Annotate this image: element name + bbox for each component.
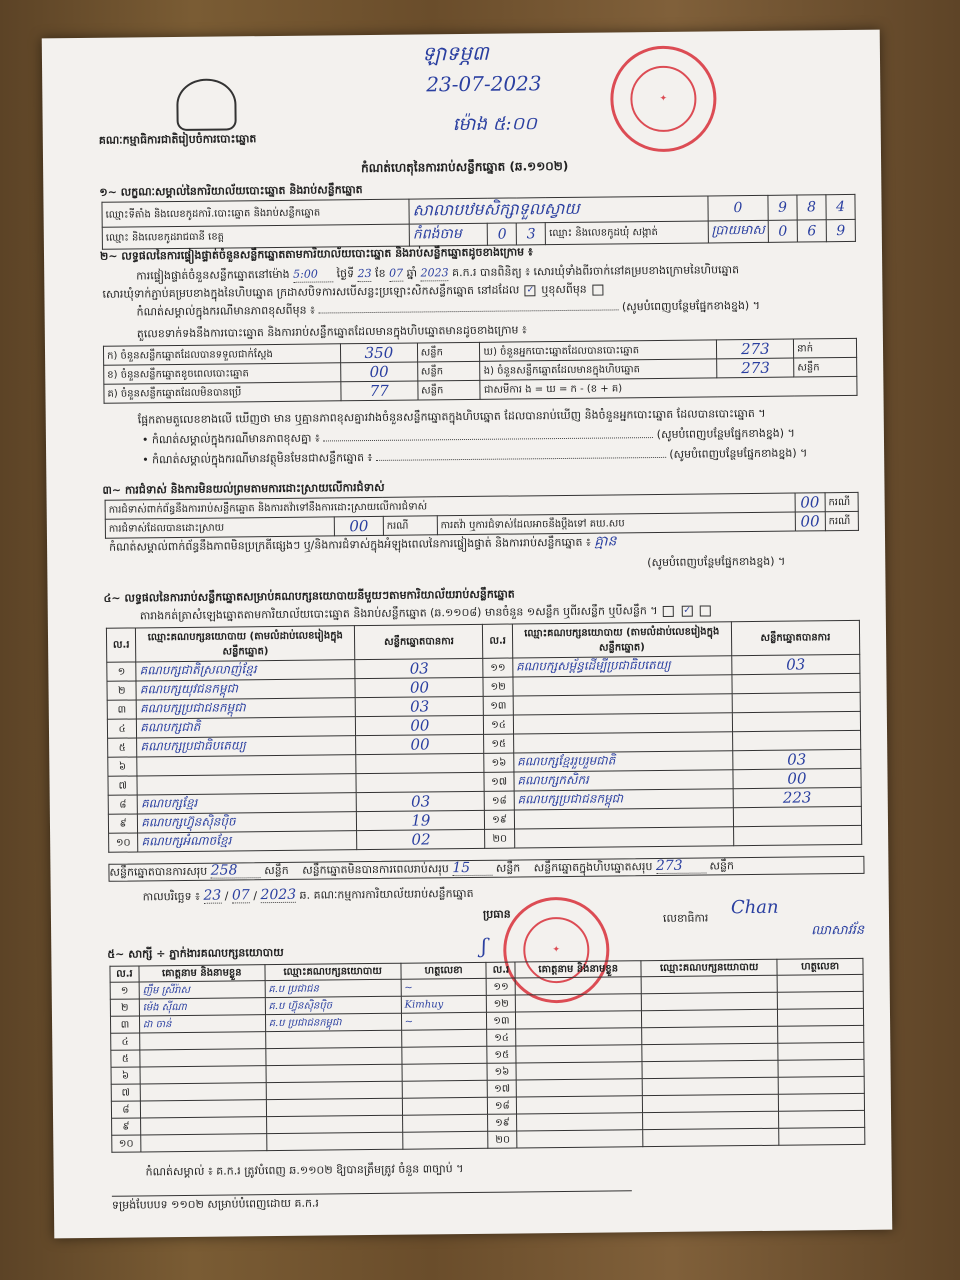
lock-text: សោរឃុំទាក់ភ្ជាប់គម្របខាងក្នុងនៃហិបឆ្នោត ក្រដាសបិទការសបើសន្លះប្រឡោះសិកសន្លឹកឆ្នោត នៅដដែល: [102, 283, 520, 301]
witness-party: [265, 1030, 401, 1048]
verification-line: [136, 263, 739, 284]
witness-no: ១៨: [488, 1097, 517, 1114]
witness-signature: [402, 1046, 488, 1064]
note1-label: កំណត់សម្គាល់ក្នុងករណីមានភាពខុសពីមុន ៖: [136, 303, 315, 319]
result-party: គណបក្សអំណាចខ្មែរ: [138, 831, 357, 852]
result-votes: 03: [355, 696, 483, 716]
stamp-center-icon: ✦: [523, 917, 590, 984]
witness-party: [642, 1060, 778, 1078]
witness-name: [141, 1134, 267, 1152]
witness-signature: [778, 1025, 864, 1043]
witness-party: [266, 1081, 402, 1099]
appeal-value: 00: [795, 512, 825, 531]
witness-name: [140, 1049, 266, 1067]
commune-value: ប្រាយមាស: [708, 220, 769, 243]
total-invalid-label: សន្លឹកឆ្នោតមិនបានការពេលរាប់សរុប: [302, 862, 449, 877]
note1-fill-hint: (សូមបំពេញបន្ថែមផ្នែកខាងខ្នង) ។: [621, 298, 761, 314]
objection-value: 00: [795, 493, 825, 512]
objection-label: ការជំទាស់ពាក់ព័ន្ធនឹងការរាប់សន្លឹកឆ្នោត និងការតវ៉ាទៅនឹងការដោះស្រាយលើការជំទាស់: [105, 493, 795, 519]
witness-party: [266, 1132, 402, 1150]
chair-label: ប្រធាន: [482, 907, 511, 921]
section4-heading: ៤~ លទ្ធផលនៃការរាប់សន្លឹកឆ្នោតសម្រាប់គណបក្សនយោបាយនីមួយៗតាមការិយាល័យរាប់សន្លឹកឆ្នោត: [103, 587, 515, 605]
result-party: [513, 732, 732, 753]
col-name-header: គោត្តនាម និងនាមខ្លួន: [139, 965, 265, 982]
col-party-header: ឈ្មោះគណបក្សនយោបាយ: [265, 963, 401, 980]
bullet1-label: • កំណត់សម្គាល់ក្នុងករណីមានភាពខុសគ្នា ៖: [141, 431, 320, 447]
witness-party: [266, 1098, 402, 1116]
stat-unit: សន្លឹក: [794, 357, 857, 377]
result-no: ១៨: [485, 791, 514, 810]
verification-text: ការផ្ទៀងផ្ទាត់ចំនួនសន្លឹកឆ្នោតនៅម៉ោង: [136, 267, 290, 283]
bullet1-field[interactable]: [323, 437, 653, 441]
resolved-label: ការជំទាស់ដែលបានដោះស្រាយ: [105, 517, 334, 538]
changed-checkbox[interactable]: [592, 284, 603, 295]
province-code-digit: 3: [517, 223, 546, 245]
election-form-sheet: [42, 30, 893, 1239]
section3-fill-hint: (សូមបំពេញបន្ថែមផ្នែកខាងខ្នង) ។: [647, 554, 786, 570]
witness-party: [266, 1064, 402, 1082]
signing-org: ឆ. គណៈកម្មការការិយាល័យរាប់សន្លឹកឆ្នោត: [299, 886, 474, 902]
date-label: កាលបរិច្ឆេទ ៖: [142, 889, 201, 904]
verification-year: 2023: [420, 266, 449, 280]
result-no: ១: [107, 662, 136, 681]
witness-party: [642, 1009, 778, 1027]
bullet2-fill-hint: (សូមបំពេញបន្ថែមផ្នែកខាងខ្នង) ។: [669, 446, 808, 461]
witness-no: ១៩: [488, 1114, 517, 1131]
witness-signature: [402, 1080, 488, 1098]
witness-party: [642, 1026, 778, 1044]
witness-signature: [779, 1110, 865, 1128]
difference-line: ផ្អែកតាមតួលេខខាងលើ ឃើញថា មាន ឬគ្មានភាពខុសគ្នារវាងចំនួនសន្លឹកឆ្នោតក្នុងហិបឆ្នោត ដែលបានរាប់ឃើញ និងចំនួនអ្នកបោះឆ្នោត ដែលបានបោះឆ្នោត ។: [137, 406, 766, 427]
result-votes: [356, 753, 484, 773]
tally-intro-line: [140, 603, 713, 623]
stat-unit: សន្លឹក: [417, 380, 480, 400]
stat-e-value: 273: [717, 358, 794, 378]
result-no: ១៤: [484, 715, 513, 734]
witness-no: ២០: [488, 1131, 517, 1148]
witness-party: [641, 975, 777, 993]
result-votes: [356, 772, 484, 792]
witness-party: [642, 1043, 778, 1061]
witness-signature: [779, 1127, 865, 1145]
section5-heading: ៥~ សាក្សី ÷ ភ្នាក់ងារគណបក្សនយោបាយ: [107, 945, 284, 961]
witness-signature: [402, 1114, 488, 1132]
total-unit: សន្លឹក: [264, 863, 289, 878]
witness-name: [515, 977, 641, 995]
stat-d-value: 273: [717, 339, 794, 359]
witness-party: [642, 1077, 778, 1095]
result-no: ១៥: [484, 734, 513, 753]
date-year: 2023: [260, 886, 297, 904]
section3-table: [105, 492, 859, 539]
result-party: [137, 774, 356, 795]
witness-no: ១៤: [487, 1029, 516, 1046]
witness-party: [643, 1111, 779, 1129]
month-label: ខែ: [375, 266, 386, 280]
result-votes: 223: [733, 787, 861, 807]
footer-note: កំណត់សម្គាល់ ៖ គ.ក.រ ត្រូវបំពេញ ឆ.១១០២ ឱ្យបានត្រឹមត្រូវ ចំនួន ៣ច្បាប់ ។: [145, 1162, 464, 1179]
result-no: ១០: [109, 833, 138, 852]
stat-a-label: ក) ចំនួនសន្លឹកឆ្នោតដែលបានទទួលជាក់ស្តែង: [103, 344, 340, 365]
result-party: គណបក្សជាតិ: [137, 717, 356, 738]
location-value: សាលាបឋមសិក្សាទួលស្វាយ: [409, 196, 708, 224]
result-party: [513, 675, 732, 696]
official-stamp-top: [610, 45, 717, 152]
case-unit: ករណី: [383, 516, 437, 536]
province-code-digit: 0: [488, 223, 517, 245]
code-digit: 9: [768, 195, 797, 220]
result-party: [513, 713, 732, 734]
result-no: ៥: [108, 738, 137, 757]
col-no-header: ល.រ: [483, 624, 513, 658]
result-no: ១៩: [485, 810, 514, 829]
stat-c-value: 77: [341, 381, 418, 401]
bullet2-field[interactable]: [376, 457, 666, 461]
result-party: គណបក្សកសិករ: [514, 770, 733, 791]
witness-name: [516, 1011, 642, 1029]
result-party: គណបក្សប្រជាធិបតេយ្យ: [137, 736, 356, 757]
bullet2-label: • កំណត់សម្គាល់ក្នុងករណីមានវត្ថុមិនមែនជាសន្លឹកឆ្នោត ៖: [142, 450, 373, 467]
equation-label: ជាសមីការ ង = ឃ = ក - (ខ + គ): [480, 376, 857, 399]
col-no-header: ល.រ: [110, 966, 139, 982]
witness-name: ញឹម ស្រីរ៉ាស: [139, 981, 265, 999]
witness-party: [265, 1047, 401, 1065]
witness-signature: [778, 1076, 864, 1094]
stat-e-label: ង) ចំនួនសន្លឹកឆ្នោតដែលមានក្នុងហិបឆ្នោត: [480, 359, 717, 380]
figures-table: [103, 338, 858, 404]
result-no: ១៧: [484, 772, 513, 791]
case-unit: ករណី: [825, 511, 858, 530]
day-label: ថ្ងៃទី: [336, 267, 355, 281]
witness-signature: [401, 1029, 487, 1047]
result-votes: 00: [356, 734, 484, 754]
witness-no: ១១: [487, 978, 516, 995]
witness-name: [517, 1130, 643, 1148]
witness-signature: [778, 1042, 864, 1060]
witness-no: ១៣: [487, 1012, 516, 1029]
witness-no: ១៥: [487, 1046, 516, 1063]
result-party: គណបក្សប្រជាជនកម្ពុជា: [136, 698, 355, 719]
result-party: គណបក្សយុវជនកម្ពុជា: [136, 679, 355, 700]
result-votes: 03: [732, 654, 860, 674]
result-votes: 00: [355, 677, 483, 697]
witness-signature: [402, 1131, 488, 1149]
result-party: គណបក្សប្រជាជនកម្ពុជា: [514, 789, 733, 810]
result-votes: 02: [357, 829, 485, 849]
changed-label: ឬខុសពីមុន: [541, 282, 587, 297]
handwritten-date: 23-07-2023: [426, 71, 542, 97]
case-unit: ករណី: [825, 492, 858, 511]
total-valid-label: សន្លឹកឆ្នោតបានការសរុប: [109, 864, 208, 879]
commune-code-digit: 9: [826, 219, 855, 241]
resolved-value: 00: [334, 516, 383, 536]
total-valid-value: 258: [211, 863, 261, 879]
result-votes: 00: [356, 715, 484, 735]
witness-signature: [402, 1097, 488, 1115]
result-party: គណបក្សខ្មែរ: [137, 793, 356, 814]
org-name: គណៈកម្មាធិការជាតិរៀបចំការបោះឆ្នោត: [98, 132, 257, 147]
col-party-header: ឈ្មោះគណបក្សនយោបាយ (តាមលំដាប់លេខរៀងក្នុងសន្លឹកឆ្នោត): [136, 626, 355, 662]
witness-signature: Kimhuy: [401, 995, 487, 1013]
stat-c-label: គ) ចំនួនសន្លឹកឆ្នោតដែលមិនបានប្រើ: [104, 382, 341, 403]
witness-no: ១០: [112, 1135, 141, 1152]
col-votes-header: សន្លឹកឆ្នោតបានការ: [731, 620, 860, 655]
col-sign-header: ហត្ថលេខា: [401, 962, 487, 979]
witness-party: [642, 1094, 778, 1112]
bullet2-line: [142, 446, 848, 467]
witness-name: [516, 1045, 642, 1063]
province-label: ឈ្មោះ និងលេខកូដរាជធានី ខេត្ត: [102, 224, 409, 249]
bullet1-line: [142, 426, 848, 447]
witness-no: ៩: [112, 1118, 141, 1135]
result-no: ១២: [483, 677, 512, 696]
note1-field[interactable]: [318, 309, 618, 313]
result-no: ៣: [107, 700, 136, 719]
same-checkbox[interactable]: ✓: [526, 284, 535, 295]
witness-signature: [777, 974, 863, 992]
secretary-name: ឈាសាវរ័ន: [811, 922, 865, 939]
witness-no: ៣: [110, 1016, 139, 1033]
result-party: [514, 808, 733, 829]
witness-name: ដា ចាន់: [139, 1015, 265, 1033]
result-no: ៩: [108, 814, 137, 833]
witness-signature: [777, 991, 863, 1009]
col-no-header: ល.រ: [106, 628, 136, 662]
one-sheet-checkbox[interactable]: [663, 605, 674, 616]
witness-party: គ.ប ហ៊្វុនស៊ិនប៉ិច: [265, 996, 401, 1014]
commune-code-digit: 6: [797, 220, 826, 242]
result-party: គណបក្សសម្ព័ន្ធដើម្បីប្រជាធិបតេយ្យ: [513, 656, 732, 677]
witness-name: [517, 1113, 643, 1131]
stat-a-value: 350: [340, 343, 417, 363]
secretary-signature: Chan: [730, 896, 779, 919]
verification-time: 5:00: [293, 267, 333, 282]
stamp-center-icon: ✦: [630, 66, 697, 133]
result-votes: 00: [733, 768, 861, 788]
witness-party: គ.ប ប្រជាជនកម្ពុជា: [265, 1013, 401, 1031]
witness-name: [516, 1079, 642, 1097]
witness-no: ១: [110, 982, 139, 999]
witness-no: ២: [110, 999, 139, 1016]
witness-signature: [402, 1063, 488, 1081]
witness-no: ៤: [111, 1033, 140, 1050]
result-votes: [732, 730, 860, 750]
tally-intro: តារាងកត់ត្រាសំឡេងឆ្នោតតាមការិយាល័យបោះឆ្នោត និងរាប់សន្លឹកឆ្នោត (ឆ.១១០៨) មានចំនួន ១សន្លឹក ឬពីរសន្លឹក ឬបីសន្លឹក ។: [139, 604, 658, 623]
commune-label: ឈ្មោះ និងលេខកូដឃុំ សង្កាត់: [546, 221, 708, 245]
result-party: [513, 694, 732, 715]
total-box-value: 273: [656, 859, 706, 875]
col-no-header: ល.រ: [486, 962, 515, 978]
witness-signature: [779, 1093, 865, 1111]
date-line: កាលបរិច្ឆេទ ៖ 23 / 07 / 2023 ឆ. គណៈកម្មការការិយាល័យរាប់សន្លឹកឆ្នោត: [142, 886, 474, 904]
witness-name: [516, 994, 642, 1012]
stat-b-value: 00: [341, 362, 418, 382]
code-digit: 4: [826, 194, 855, 219]
footer-form: ទម្រង់បែបបទ ១១០២ សម្រាប់បំពេញដោយ គ.ក.រ: [112, 1190, 632, 1212]
witness-no: ៦: [111, 1067, 140, 1084]
witness-no: ៥: [111, 1050, 140, 1067]
witness-name: [140, 1117, 266, 1135]
chair-signature: ʃ: [481, 933, 487, 958]
three-sheet-checkbox[interactable]: [700, 605, 711, 616]
verification-month: 07: [389, 266, 404, 280]
result-party: គណបក្សជាតិស្រលាញ់ខ្មែរ: [136, 660, 355, 681]
result-votes: 03: [733, 749, 861, 769]
handwritten-time: ម៉ោង ៥:០០: [452, 113, 538, 136]
appeal-label: ការតវ៉ា ឬការជំទាស់ដែលអាចនឹងប្តឹងទៅ គឃ.សប: [437, 512, 795, 535]
section1-table: [101, 194, 855, 250]
secretary-label: លេខាធិការ: [662, 911, 709, 925]
result-party: គណបក្សហ៊្វុនស៊ិនប៉ិច: [138, 812, 357, 833]
witness-name: [517, 1096, 643, 1114]
irregularity-label: កំណត់សម្គាល់ពាក់ព័ន្ធនឹងភាពមិនប្រក្រតីផ្សេងៗ ឬ/និងការជំទាស់ក្នុងអំឡុងពេលនៃការផ្ទៀងផ្ទាត់ និងការរាប់សន្លឹកឆ្នោត ៖: [109, 535, 591, 554]
witness-signature: ~: [401, 978, 487, 996]
witness-party: [641, 992, 777, 1010]
witness-party: គ.ប ប្រជាជន: [265, 979, 401, 997]
result-votes: [733, 806, 861, 826]
province-value: កំពង់ចាម: [409, 223, 488, 246]
result-votes: 19: [357, 810, 485, 830]
verification-day: 23: [357, 266, 372, 281]
witness-no: ៨: [111, 1101, 140, 1118]
year-label: ឆ្នាំ: [406, 266, 418, 280]
result-no: ១៦: [484, 753, 513, 772]
commune-code-digit: 0: [768, 220, 797, 242]
form-title: កំណត់ហេតុនៃការរាប់សន្លឹកឆ្នោត (ឆ.១១០២): [361, 158, 569, 176]
witness-signature: ~: [401, 1012, 487, 1030]
col-party-header: ឈ្មោះគណបក្សនយោបាយ: [641, 959, 777, 976]
witness-name: [139, 1032, 265, 1050]
witness-party: [266, 1115, 402, 1133]
totals-row: [108, 856, 864, 882]
result-no: ១១: [483, 658, 512, 677]
party-results-table: [106, 620, 862, 853]
result-party: [137, 755, 356, 776]
section1-heading: ១~ លក្ខណៈសម្គាល់នៃការិយាល័យបោះឆ្នោត និងរាប់សន្លឹកឆ្នោត: [99, 183, 363, 199]
irregularity-value: គ្មាន: [594, 533, 617, 550]
result-votes: 03: [356, 791, 484, 811]
witness-name: [140, 1066, 266, 1084]
witness-table: [109, 958, 865, 1153]
col-name-header: គោត្តនាម និងនាមខ្លួន: [515, 961, 641, 978]
witness-no: ១២: [487, 995, 516, 1012]
witness-signature: [778, 1008, 864, 1026]
result-no: ២០: [485, 829, 514, 848]
stat-b-label: ខ) ចំនួនសន្លឹកឆ្នោតខូចពេលបោះឆ្នោត: [104, 363, 341, 384]
figures-intro: តួលេខទាក់ទងនឹងការបោះឆ្នោត និងការរាប់សន្លឹកឆ្នោតដែលមានក្នុងហិបឆ្នោតមានដូចខាងក្រោម ៖: [136, 323, 527, 341]
result-no: ៧: [108, 776, 137, 795]
section3-heading: ៣~ ការជំទាស់ និងការមិនយល់ព្រមតាមការដោះស្រាយលើការជំទាស់: [102, 480, 385, 497]
bullet1-fill-hint: (សូមបំពេញបន្ថែមផ្នែកខាងខ្នង) ។: [656, 426, 795, 442]
witness-name: [516, 1028, 642, 1046]
section2-heading: ២~ លទ្ធផលនៃការផ្ទៀងផ្ទាត់ចំនួនសន្លឹកឆ្នោតតាមការិយាល័យបោះឆ្នោត និងរាប់សន្លឹកឆ្នោតដូចខាងក្រោម ៖: [99, 245, 533, 263]
witness-name: [516, 1062, 642, 1080]
witness-no: ៧: [111, 1084, 140, 1101]
result-no: ៤: [107, 719, 136, 738]
witness-party: [643, 1128, 779, 1146]
date-day: 23: [203, 887, 222, 904]
location-label: ឈ្មោះទីតាំង និងលេខកូដការិ.បោះឆ្នោត និងរាប់សន្លឹកឆ្នោត: [102, 199, 409, 227]
national-emblem-icon: [176, 78, 237, 131]
code-digit: 8: [797, 195, 826, 220]
col-sign-header: ហត្ថលេខា: [777, 958, 863, 975]
total-unit: សន្លឹក: [709, 859, 734, 873]
witness-name: ម៉េង ស៊ីណា: [139, 998, 265, 1016]
result-no: ១៣: [484, 696, 513, 715]
result-votes: [733, 825, 861, 845]
total-invalid-value: 15: [452, 861, 492, 876]
total-unit: សន្លឹក: [495, 861, 521, 875]
witness-signature: [778, 1059, 864, 1077]
result-party: គណបក្សខ្មែររួបរួមជាតិ: [513, 751, 732, 772]
code-digit: 0: [708, 195, 769, 221]
result-party: [514, 827, 733, 848]
witness-name: [140, 1083, 266, 1101]
result-votes: 03: [355, 658, 483, 678]
witness-no: ១៧: [488, 1080, 517, 1097]
stat-d-label: ឃ) ចំនួនអ្នកបោះឆ្នោតដែលបានបោះឆ្នោត: [480, 340, 717, 361]
total-box-label: សន្លឹកឆ្នោតក្នុងហិបឆ្នោតសរុប: [533, 860, 653, 875]
witness-no: ១៦: [487, 1063, 516, 1080]
date-month: 07: [231, 887, 250, 904]
result-no: ២: [107, 681, 136, 700]
stat-unit: សន្លឹក: [417, 361, 480, 381]
handwritten-note: ឡាទម្ភ៣: [421, 40, 489, 66]
result-votes: [732, 711, 860, 731]
result-no: ៨: [108, 795, 137, 814]
result-votes: [732, 673, 860, 693]
stat-unit: នាក់: [794, 338, 857, 358]
col-votes-header: សន្លឹកឆ្នោតបានការ: [355, 624, 484, 659]
lock-line: [102, 283, 605, 302]
result-votes: [732, 692, 860, 712]
two-sheet-checkbox[interactable]: ✓: [683, 605, 691, 616]
stat-unit: សន្លឹក: [417, 342, 480, 362]
result-no: ៦: [108, 757, 137, 776]
col-party-header: ឈ្មោះគណបក្សនយោបាយ (តាមលំដាប់លេខរៀងក្នុងសន្លឹកឆ្នោត): [512, 622, 731, 658]
witness-name: [140, 1100, 266, 1118]
verification-text-end: គ.ក.រ បានពិនិត្យ ៖ សោរឃុំទាំងពីរចាក់នៅគម្របខាងក្រោមនៃហិបឆ្នោត: [451, 263, 740, 280]
note1-line: [137, 298, 847, 319]
